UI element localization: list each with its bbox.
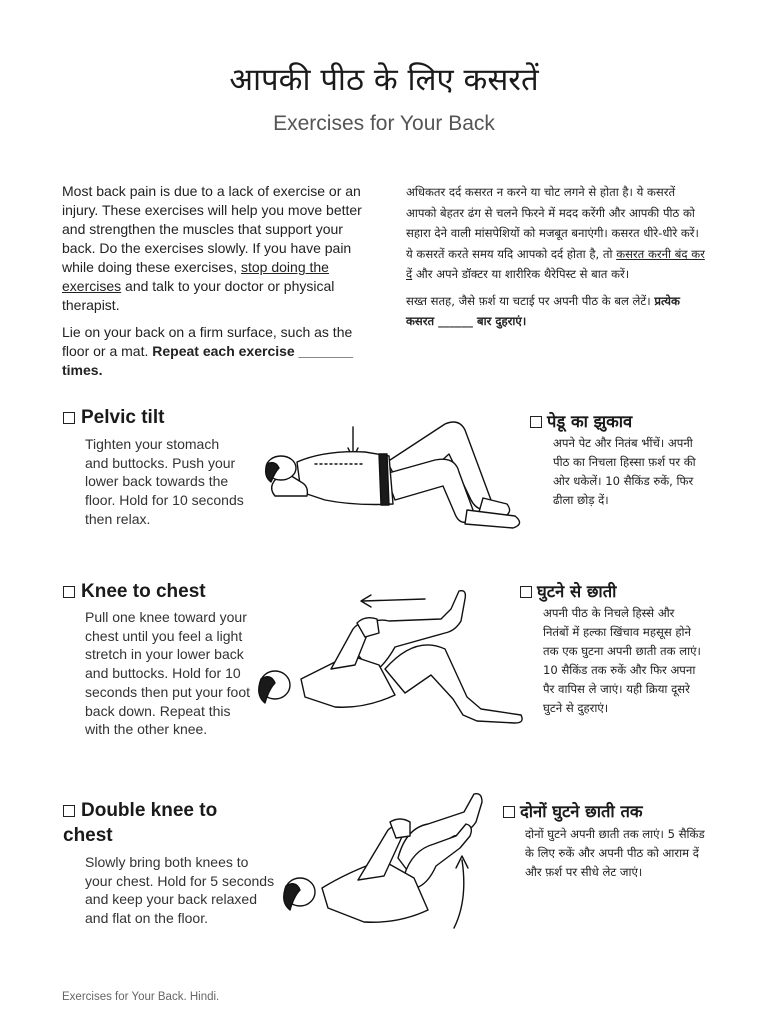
exercise-body: Pull one knee toward your chest until you feel a light stretch in your lower back and buttocks. Hold for 10 seconds then put your foot back down. Repeat this with the other knee.	[85, 609, 250, 738]
intro-text: अधिकतर दर्द कसरत न करने या चोट लगने से होता है। ये कसरतें आपको बेहतर ढंग से चलने फिरने में मदद करेंगी और आपकी पीठ को सहारा देने वाली मांसपेशियों को मजबूत बनाएंगी। कसरत धीरे-धीरे करें। ये कसरतें करते समय यदि आपको दर्द होता है, तो	[406, 185, 699, 261]
exercise-title-hindi	[520, 579, 616, 602]
exercise-title-text: Knee to chest	[81, 581, 206, 602]
checkbox-icon	[63, 805, 75, 817]
exercise-title-text: Double knee to chest	[63, 800, 218, 846]
checkbox-icon	[503, 806, 515, 818]
checkbox-icon	[530, 416, 542, 428]
intro-english	[62, 182, 367, 388]
exercise-title-hindi-text: पेडू का झुकाव	[547, 412, 633, 431]
pelvic-tilt-illustration	[245, 412, 530, 537]
intro-hindi-paragraph-1	[406, 182, 706, 285]
intro-hindi-paragraph-2	[406, 291, 706, 332]
double-knee-to-chest-illustration	[278, 788, 498, 948]
exercise-title-text: Pelvic tilt	[81, 407, 165, 428]
stop-exercises-note: कसरत करनी बंद कर दें	[406, 246, 705, 281]
exercise-title-hindi	[503, 799, 643, 822]
stop-exercises-note: stop doing the exercises	[62, 259, 329, 294]
exercise-title-hindi-text: घुटने से छाती	[537, 582, 617, 601]
page-title-english: Exercises for Your Back	[273, 112, 495, 135]
repeat-instruction: Repeat each exercise _______ times.	[62, 343, 354, 378]
exercise-title-hindi	[530, 409, 632, 432]
page-title-hindi: आपकी पीठ के लिए कसरतें	[229, 62, 539, 98]
exercise-body-hindi: अपने पेट और नितंब भींचें। अपनी पीठ का निचला हिस्सा फ़र्श पर की ओर धकेलें। 10 सैकिंड रुकें, फिर ढीला छोड़ दें।	[553, 436, 696, 507]
intro-english-paragraph-1	[62, 182, 367, 315]
exercise-title	[63, 579, 206, 604]
intro-text: and talk to your doctor or physical therapist.	[62, 278, 335, 313]
intro-text: Most back pain is due to a lack of exercise or an injury. These exercises will help you move better and strengthen the muscles that support your back. Do the exercises slowly. If you have pain while doing these exercises,	[62, 183, 362, 275]
exercise-body-hindi: दोनों घुटने अपनी छाती तक लाएं। 5 सैकिंड के लिए रुकें और अपनी पीठ को आराम दें और फ़र्श पर सीधे लेट जाएं।	[525, 827, 705, 879]
exercise-body: Slowly bring both knees to your chest. Hold for 5 seconds and keep your back relaxed and flat on the floor.	[85, 854, 275, 927]
intro-text: सख्त सतह, जैसे फ़र्श या चटाई पर अपनी पीठ के बल लेटें।	[406, 293, 655, 308]
exercise-body-hindi: अपनी पीठ के निचले हिस्से और नितंबों में हल्का खिंचाव महसूस होने तक एक घुटना अपनी छाती तक लाएं। 10 सैकिंड तक रुकें और फिर अपना पैर वापिस ले जाएं। यही क्रिया दूसरे घुटने से दुहराएं।	[543, 606, 701, 715]
checkbox-icon	[63, 586, 75, 598]
intro-english-paragraph-2	[62, 323, 367, 380]
knee-to-chest-illustration	[245, 585, 523, 740]
repeat-instruction: प्रत्येक कसरत ______ बार दुहराएं।	[406, 293, 680, 328]
checkbox-icon	[63, 412, 75, 424]
exercise-title	[63, 798, 263, 848]
page-footer: Exercises for Your Back. Hindi.	[62, 991, 220, 1003]
exercise-body: Tighten your stomach and buttocks. Push your lower back towards the floor. Hold for 10 seconds then relax.	[85, 436, 244, 527]
exercise-title-hindi-text: दोनों घुटने छाती तक	[520, 802, 643, 821]
intro-hindi	[406, 182, 706, 338]
intro-text: और अपने डॉक्टर या शारीरिक थैरेपिस्ट से बात करें।	[412, 267, 630, 281]
exercise-title	[63, 405, 164, 430]
intro-text: Lie on your back on a firm surface, such as the floor or a mat.	[62, 324, 353, 359]
